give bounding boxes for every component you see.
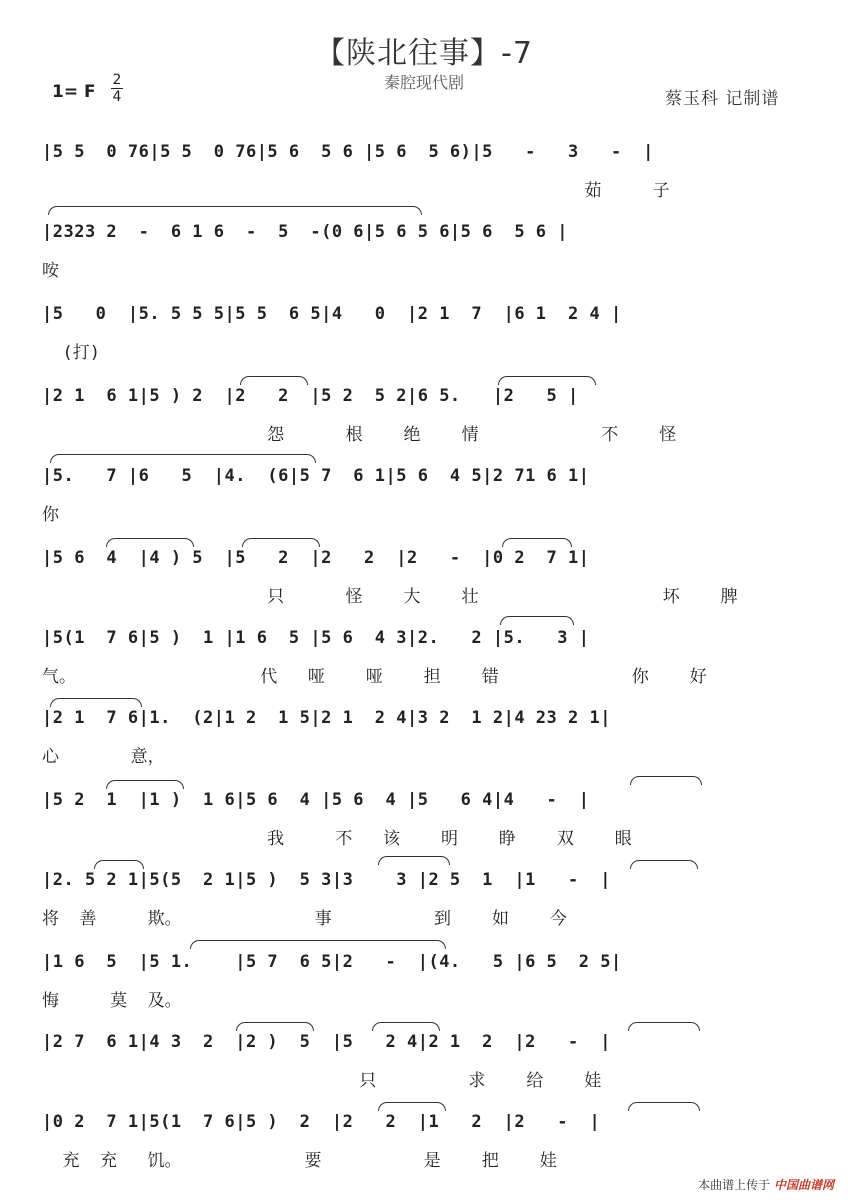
slur-mark [372,1022,440,1031]
footer-prefix: 本曲谱上传于 [698,1178,771,1192]
time-signature [110,72,124,105]
row-notes: |5 0 |5. 5 5 5|5 5 6 5|4 0 |2 1 7 |6 1 2 4 | [42,304,622,324]
page-title: 【陕北往事】-7 [315,36,533,71]
row-lyrics: 悔 莫 及。 [42,991,182,1011]
row-notes: |2323 2 - 6 1 6 - 5 -(0 6|5 6 5 6|5 6 5 6 | [42,222,569,242]
slur-mark [628,1022,700,1031]
row-lyrics: 我 不 该 明 睁 双 眼 [42,829,632,849]
slur-mark [628,1102,700,1111]
slur-mark [378,856,450,865]
slur-mark [236,1022,314,1031]
row-notes: |2 1 7 6|1. (2|1 2 1 5|2 1 2 4|3 2 1 2|4 23 2 1| [42,708,611,728]
row-notes: |5 2 1 |1 ) 1 6|5 6 4 |5 6 4 |5 6 4|4 - | [42,790,590,810]
slur-mark [630,776,702,785]
row-lyrics: (打) [42,343,100,363]
score-row [0,708,848,788]
slur-mark [500,616,574,625]
row-lyrics: 怨 根 绝 情 不 怪 [42,425,677,445]
slur-mark [242,538,320,547]
row-lyrics: 茹 子 [42,181,670,201]
slur-mark [240,376,308,385]
slur-mark [106,538,194,547]
row-lyrics: 充 充 饥。 要 是 把 娃 [42,1151,557,1171]
row-notes: |5 6 4 |4 ) 5 |5 2 |2 2 |2 - |0 2 7 1| [42,548,590,568]
row-notes: |1 6 5 |5 1. |5 7 6 5|2 - |(4. 5 |6 5 2 5| [42,952,622,972]
row-lyrics: 将 善 欺。 事 到 如 今 [42,909,567,929]
slur-mark [50,698,142,707]
row-notes: |5 5 0 76|5 5 0 76|5 6 5 6 |5 6 5 6)|5 - 3 - | [42,142,654,162]
row-lyrics: 只 怪 大 壮 坏 脾 [42,587,738,607]
slur-mark [630,860,698,869]
slur-mark [502,538,572,547]
score-row [0,466,848,546]
row-notes: |5. 7 |6 5 |4. (6|5 7 6 1|5 6 4 5|2 71 6 1| [42,466,590,486]
slur-mark [378,1102,446,1111]
slur-mark [190,940,446,949]
row-notes: |2. 5 2 1|5(5 2 1|5 ) 5 3|3 3 |2 5 1 |1 - | [42,870,611,890]
meter-top: 2 [112,72,122,88]
page-subtitle: 秦腔现代剧 [383,73,464,92]
row-lyrics: 只 求 给 娃 [42,1071,602,1091]
slur-mark [498,376,596,385]
score-row [0,548,848,628]
footer-credit [698,1176,834,1193]
score-row [0,952,848,1032]
score-row [0,628,848,708]
row-notes: |2 1 6 1|5 ) 2 |2 2 |5 2 5 2|6 5. |2 5 | [42,386,579,406]
key-signature: 1= F [52,82,96,102]
row-notes: |2 7 6 1|4 3 2 |2 ) 5 |5 2 4|2 1 2 |2 - | [42,1032,611,1052]
row-lyrics: 你 [42,505,59,525]
site-logo[interactable]: 中国曲谱网 [773,1178,834,1192]
slur-mark [48,206,422,215]
row-notes: |5(1 7 6|5 ) 1 |1 6 5 |5 6 4 3|2. 2 |5. 3 | [42,628,590,648]
score-row [0,870,848,950]
row-lyrics: 咹 [42,261,59,281]
row-lyrics: 气。 代 哑 哑 担 错 你 好 [42,667,707,687]
score-row [0,222,848,302]
slur-mark [94,860,144,869]
meter-bottom: 4 [112,89,122,105]
author-credit: 蔡玉科 记制谱 [665,89,780,109]
score-row [0,304,848,384]
row-notes: |0 2 7 1|5(1 7 6|5 ) 2 |2 2 |1 2 |2 - | [42,1112,601,1132]
slur-mark [106,780,184,789]
score-row [0,1032,848,1112]
row-lyrics: 心 意， [42,747,165,767]
slur-mark [50,454,316,463]
